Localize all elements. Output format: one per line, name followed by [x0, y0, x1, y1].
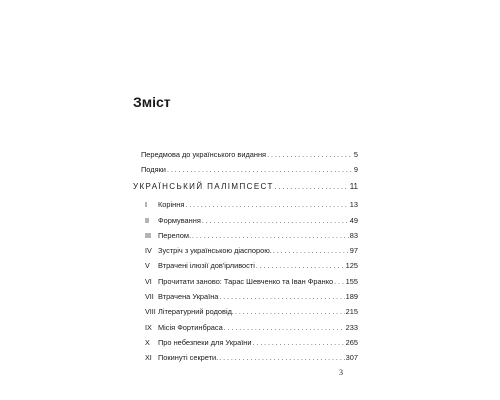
toc-entry-preface [133, 150, 358, 164]
chapter-number: IX [145, 322, 152, 332]
leader-dots [273, 248, 349, 255]
toc-entry-page: 13 [349, 200, 358, 210]
toc-entry-label: Прочитати заново: Тарас Шевченко та Іван Франко [158, 276, 334, 286]
toc-chapter-1 [133, 200, 358, 214]
toc-entry-page: 155 [345, 276, 358, 286]
toc-entry-label: Покинуті секрети. [158, 353, 219, 363]
chapter-number: II [145, 215, 149, 225]
toc-entry-label: Перелом. [158, 230, 192, 240]
leader-dots [219, 294, 344, 301]
chapter-number: VI [145, 276, 152, 286]
toc-entry-page: 11 [349, 182, 358, 192]
chapter-number: III [145, 230, 151, 240]
leader-dots [275, 184, 349, 191]
toc-entry-page: 9 [353, 165, 358, 175]
toc-entry-page: 233 [345, 322, 358, 332]
toc-chapter-11 [133, 353, 358, 367]
toc-chapter-8 [133, 307, 358, 321]
toc-entry-acknowledgements [133, 165, 358, 179]
toc-chapter-2 [133, 216, 358, 230]
toc-entry-label: Зустріч з українською діаспорою. [158, 246, 272, 256]
table-of-contents [133, 150, 358, 369]
page-title: Зміст [133, 94, 171, 110]
leader-dots [224, 325, 345, 332]
toc-part-label: УКРАЇНСЬКИЙ ПАЛІМПСЕСТ [133, 182, 274, 192]
leader-dots [252, 340, 344, 347]
toc-entry-page: 265 [345, 337, 358, 347]
leader-dots [202, 218, 349, 225]
chapter-number: VIII [145, 307, 156, 317]
toc-entry-page: 307 [345, 353, 358, 363]
toc-entry-page: 49 [349, 215, 358, 225]
toc-chapter-10 [133, 338, 358, 352]
toc-entry-page: 125 [345, 261, 358, 271]
toc-chapter-6 [133, 277, 358, 291]
chapter-number: XI [145, 353, 152, 363]
toc-entry-label: Втрачені ілюзії дов'ірливості [158, 261, 255, 271]
toc-entry-label: Подяки [141, 165, 166, 175]
toc-entry-label: Втрачена Україна [158, 292, 219, 302]
toc-chapter-4 [133, 246, 358, 260]
chapter-number: I [145, 200, 147, 210]
chapter-number: VII [145, 292, 154, 302]
leader-dots [219, 355, 344, 362]
leader-dots [267, 152, 353, 159]
toc-entry-label: Про небезпеки для України [158, 337, 252, 347]
chapter-number: IV [145, 246, 152, 256]
toc-entry-page: 83 [349, 230, 358, 240]
leader-dots [167, 167, 353, 174]
toc-chapter-9 [133, 323, 358, 337]
toc-entry-label: Формування [158, 215, 201, 225]
toc-part-heading [133, 182, 358, 196]
toc-entry-page: 215 [345, 307, 358, 317]
leader-dots [334, 279, 345, 286]
chapter-number: X [145, 337, 150, 347]
toc-chapter-7 [133, 292, 358, 306]
toc-entry-page: 189 [345, 292, 358, 302]
toc-entry-label: Літературний родовід. [158, 307, 234, 317]
chapter-number: V [145, 261, 150, 271]
leader-dots [192, 233, 349, 240]
page-number: 3 [339, 368, 343, 377]
leader-dots [235, 309, 345, 316]
toc-chapter-5 [133, 261, 358, 275]
toc-entry-label: Місія Фортинбраса [158, 322, 223, 332]
toc-entry-page: 5 [353, 150, 358, 159]
leader-dots [256, 263, 345, 270]
toc-entry-label: Передмова до українського видання [141, 150, 267, 159]
toc-chapter-3 [133, 231, 358, 245]
toc-entry-page: 97 [349, 246, 358, 256]
toc-entry-label: Коріння [158, 200, 185, 210]
leader-dots [185, 202, 348, 209]
